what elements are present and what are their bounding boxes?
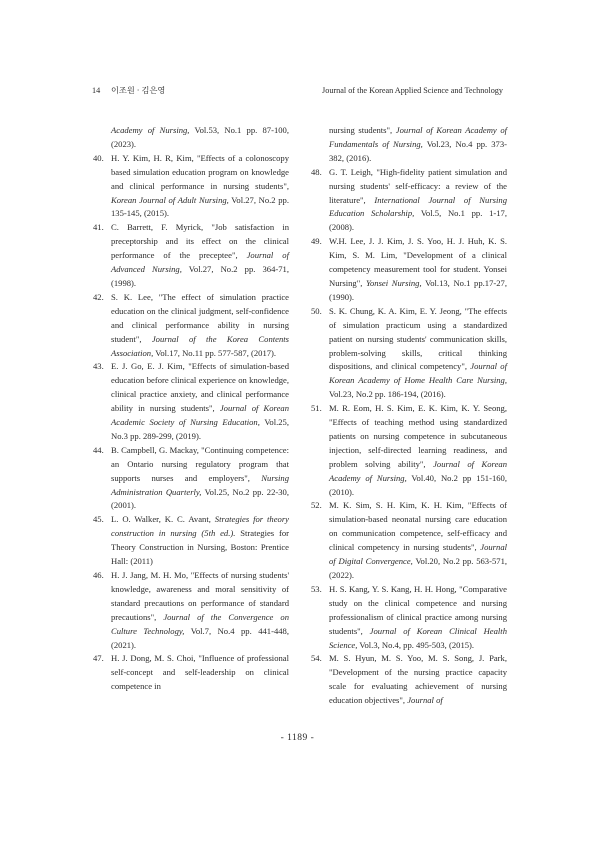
reference-number: 42. (93, 291, 104, 302)
reference-42 (93, 291, 289, 361)
reference-number: 40. (93, 152, 104, 163)
reference-number: 46. (93, 570, 104, 580)
reference-number: 50. (311, 305, 322, 316)
reference-text: Vol.23, No.2 pp. 186-194, (2016). (329, 389, 446, 400)
reference-source: Academy of Nursing, (111, 125, 190, 135)
reference-53 (311, 583, 507, 653)
reference-continuation (311, 124, 507, 166)
header-authors: 이조원 · 김은영 (111, 86, 166, 95)
reference-source: Journal of Korean Clinical Health Science, (329, 625, 507, 650)
reference-number: 45. (93, 514, 104, 525)
reference-text: Vol.40, No.2 pp 151-160, (2010). (329, 472, 507, 497)
reference-45 (93, 513, 289, 569)
reference-source: International Journal of Nursing Education Scholarship, (329, 194, 507, 219)
reference-source: Journal of Korean Academic Society of Nursing Education, (111, 403, 289, 428)
reference-text: nursing students", (329, 125, 396, 135)
reference-51 (311, 402, 507, 499)
reference-text: W.H. Lee, J. J. Kim, J. S. Yoo, H. J. Huh, K. S. Kim, S. M. Lim, "Development of a clinical competency measurement tool for student. Yonsei Nursing", (329, 236, 507, 288)
reference-46 (93, 569, 289, 652)
reference-column-right (311, 124, 507, 708)
reference-text: H. J. Dong, M. S. Choi, "Influence of professional self-concept and self-leadership on clinical competence in (111, 653, 289, 692)
header-journal-title: Journal of the Korean Applied Science and Technology (322, 86, 503, 95)
reference-text: H. J. Jang, M. H. Mo, "Effects of nursing students' knowledge, awareness and moral sensitivity of standard precautions on performance of standard precautions", (111, 570, 289, 622)
reference-text: S. K. Lee, "The effect of simulation practice education on the clinical judgment, self-confidence and clinical performance ability in nursing student", (111, 291, 289, 344)
reference-text: Vol.3, No.4, pp. 495-503, (2015). (357, 639, 475, 650)
reference-number: 47. (93, 653, 104, 664)
reference-text: Vol.53, No.1 pp. 87-100, (2023). (111, 125, 289, 149)
reference-source: Nursing Administration Quarterly, (111, 472, 289, 497)
reference-text: H. S. Kang, Y. S. Kang, H. H. Hong, "Comparative study on the clinical competence and nursing professionalism of clinical practice among nursing students", (329, 583, 507, 636)
reference-text: M. R. Eom, H. S. Kim, E. K. Kim, K. Y. Seong, "Effects of teaching method using standardized patients on nursing competence in subcutaneous injection, self-directed learning readiness, and problem solving ability", (329, 403, 507, 469)
reference-text: Vol.23, No.4 pp. 373-382, (2016). (329, 138, 507, 163)
reference-54 (311, 652, 507, 708)
reference-source: Journal of the Korea Contents Association, (111, 333, 289, 358)
reference-50 (311, 305, 507, 402)
reference-text: C. Barrett, F. Myrick, "Job satisfaction in preceptorship and its effect on the clinical performance of the preceptee", (111, 222, 289, 261)
reference-text: G. T. Leigh, "High-fidelity patient simulation and nursing students' self-efficacy: a review of the literature", (329, 166, 507, 205)
reference-text: Vol.17, No.11 pp. 577-587, (2017). (153, 347, 277, 358)
reference-47 (93, 652, 289, 694)
reference-text: Vol.20, No.2 pp. 563-571, (2022). (329, 556, 508, 580)
reference-continuation (93, 124, 289, 152)
reference-text: Strategies for Theory Construction in Nursing, Boston: Prentice Hall: (2011) (111, 528, 289, 567)
reference-49 (311, 235, 507, 305)
reference-text: H. Y. Kim, H. R, Kim, "Effects of a colonoscopy based simulation education program on knowledge and clinical performance in nursing students", (111, 152, 289, 191)
reference-source: Korean Journal of Adult Nursing, (111, 194, 229, 205)
reference-text: L. O. Walker, K. C. Avant, (111, 514, 215, 525)
reference-source: Journal of Korean Academy of Nursing, (329, 458, 507, 483)
reference-source: Journal of (407, 695, 443, 706)
reference-text: M. K. Sim, S. H. Kim, K. H. Kim, "Effects of simulation-based neonatal nursing care education on communication competence, self-efficacy and clinical competency in nursing students", (329, 500, 507, 553)
reference-source: Journal of Korean Academy of Fundamentals of Nursing, (329, 125, 508, 149)
reference-source: Strategies for theory construction in nursing (5th ed.). (111, 514, 289, 539)
reference-number: 54. (311, 653, 322, 664)
reference-source: Journal of Advanced Nursing, (111, 250, 289, 275)
reference-number: 48. (311, 166, 322, 177)
reference-source: Yonsei Nursing, (366, 277, 422, 288)
reference-source: Journal of the Convergence on Culture Technology, (111, 611, 289, 636)
reference-40 (93, 152, 289, 222)
reference-source: Journal of Korean Academy of Home Health Care Nursing, (329, 361, 507, 386)
reference-text: Vol.27, No.2 pp. 364-71, (1998). (111, 264, 289, 288)
reference-number: 51. (311, 403, 322, 414)
reference-text: Vol.25, No.2 pp. 22-30, (2001). (111, 486, 289, 511)
reference-43 (93, 360, 289, 443)
header-page-number: 14 (92, 86, 101, 95)
reference-text: Vol.5, No.1 pp. 1-17, (2008). (329, 208, 507, 233)
reference-41 (93, 221, 289, 291)
reference-text: E. J. Go, E. J. Kim, "Effects of simulation-based education before clinical experience on knowledge, clinical practice anxiety, and clinical performance ability in nursing students", (111, 361, 289, 414)
reference-48 (311, 166, 507, 236)
reference-number: 41. (93, 222, 104, 233)
reference-source: Journal of Digital Convergence, (329, 542, 507, 567)
reference-text: M. S. Hyun, M. S. Yoo, M. S. Song, J. Park, "Development of the nursing practice capacity scale for evaluating achievement of nursing education objectives", (329, 653, 507, 706)
reference-52 (311, 499, 507, 582)
reference-number: 44. (93, 444, 104, 455)
reference-44 (93, 444, 289, 514)
page-footer: - 1189 - (280, 733, 315, 743)
reference-text: Vol.25, No.3 pp. 289-299, (2019). (111, 417, 289, 441)
reference-number: 53. (311, 583, 322, 594)
reference-text: S. K. Chung, K. A. Kim, E. Y. Jeong, "The effects of simulation practicum using a standardized patient on nursing students' communication skills, problem-solving skills, critical thinking dispositions, and clinical competency", (329, 305, 507, 372)
reference-number: 43. (93, 361, 104, 372)
reference-number: 52. (311, 500, 322, 511)
running-header (92, 84, 503, 98)
reference-text: Vol.7, No.4 pp. 441-448, (2021). (111, 625, 290, 650)
reference-text: B. Campbell, G. Mackay, "Continuing competence: an Ontario nursing regulatory program that supports nurses and employers", (111, 444, 289, 483)
reference-column-left (93, 124, 289, 694)
reference-text: Vol.27, No.2 pp. 135-145, (2015). (111, 194, 289, 219)
reference-text: Vol.13, No.1 pp.17-27, (1990). (329, 277, 507, 302)
reference-number: 49. (311, 236, 322, 247)
